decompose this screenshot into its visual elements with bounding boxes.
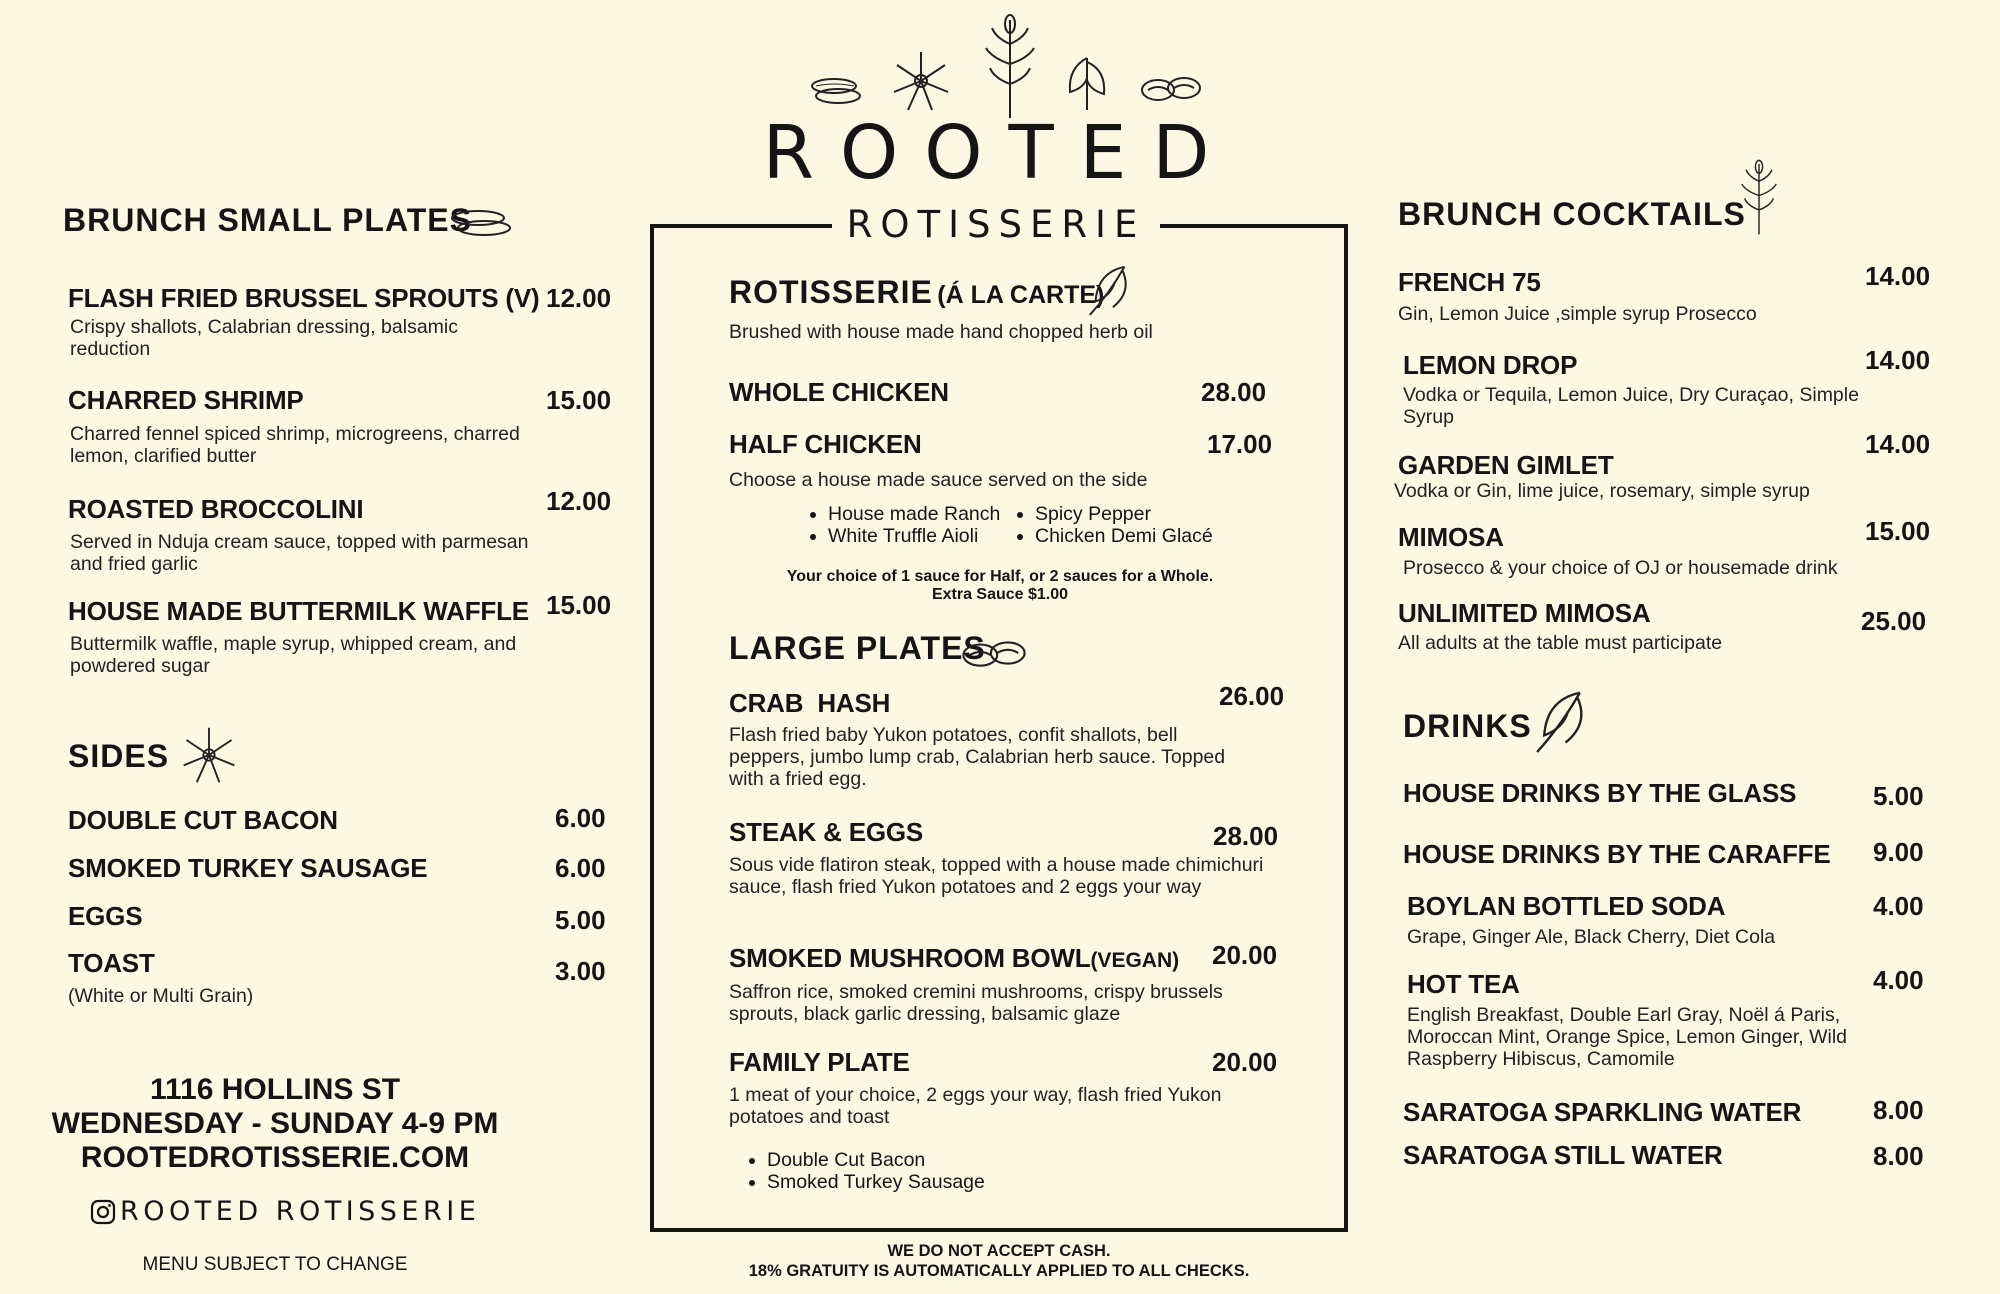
side-item-price: 6.00 (555, 803, 606, 833)
large-plate-desc: 1 meat of your choice, 2 eggs your way, flash fried Yukon potatoes and toast (729, 1084, 1222, 1128)
drink-name: SARATOGA STILL WATER (1403, 1140, 1723, 1170)
large-plate-name-note: (VEGAN) (1090, 949, 1180, 972)
rotisserie-item-price: 28.00 (1201, 377, 1267, 407)
menu-item-desc: Crispy shallots, Calabrian dressing, balsamic reduction (70, 316, 458, 360)
cocktail-desc: All adults at the table must participate (1398, 632, 1723, 654)
sauce-note (700, 568, 1300, 604)
drink-price: 9.00 (1873, 837, 1924, 867)
instagram-handle: ROOTED ROTISSERIE (120, 1196, 481, 1227)
cocktail-price: 14.00 (1865, 261, 1931, 291)
sauce-option: • Chicken Demi Glacé (1035, 525, 1213, 547)
menu-item-name: ROASTED BROCCOLINI (68, 494, 364, 524)
nuts-icon (957, 634, 1031, 672)
drink-name: HOUSE DRINKS BY THE GLASS (1403, 778, 1797, 808)
large-plate-desc: Flash fried baby Yukon potatoes, confit shallots, bell peppers, jumbo lump crab, Calabrian herb sauce. Topped with a fried egg. (729, 724, 1226, 790)
rotisserie-heading: ROTISSERIE (729, 274, 933, 310)
menu-item-price: 12.00 (546, 486, 612, 516)
side-item-name: DOUBLE CUT BACON (68, 805, 338, 835)
menu-item-name: CHARRED SHRIMP (68, 385, 304, 415)
side-item-price: 3.00 (555, 956, 606, 986)
small-plates-heading: BRUNCH SMALL PLATES (63, 202, 472, 238)
menu-notice: MENU SUBJECT TO CHANGE (142, 1254, 408, 1275)
sauce-list-right (1013, 503, 1213, 547)
cocktail-name: MIMOSA (1398, 522, 1504, 552)
menu-item-name: HOUSE MADE BUTTERMILK WAFFLE (68, 596, 529, 626)
sauce-list-left (806, 503, 1000, 547)
sides-heading: SIDES (68, 738, 170, 774)
large-plates-heading: LARGE PLATES (729, 630, 986, 666)
payment-notice (650, 1241, 1348, 1281)
drink-name: HOT TEA (1407, 969, 1520, 999)
cocktail-price: 15.00 (1865, 516, 1931, 546)
star-anise-icon (178, 724, 240, 786)
hours: WEDNESDAY - SUNDAY 4-9 PM (51, 1107, 499, 1140)
cocktail-price: 14.00 (1865, 429, 1931, 459)
rotisserie-heading-note: (Á LA CARTE) (937, 281, 1105, 309)
address: 1116 HOLLINS ST (149, 1073, 401, 1106)
leaf-icon (1060, 48, 1114, 110)
payment-notice-line: WE DO NOT ACCEPT CASH. (887, 1242, 1111, 1260)
drink-price: 5.00 (1873, 781, 1924, 811)
cocktail-desc: Vodka or Tequila, Lemon Juice, Dry Curaçao, Simple Syrup (1403, 384, 1859, 428)
drink-price: 8.00 (1873, 1095, 1924, 1125)
drink-desc: Grape, Ginger Ale, Black Cherry, Diet Cola (1407, 926, 1776, 948)
star-anise-icon (888, 48, 954, 114)
almond-icon (448, 206, 514, 242)
menu-item-desc: Served in Nduja cream sauce, topped with parmesan and fried garlic (70, 531, 529, 575)
sauce-intro: Choose a house made sauce served on the side (729, 469, 1148, 491)
large-plate-name-row (729, 943, 1179, 974)
large-plate-name: CRAB HASH (729, 688, 891, 718)
side-item-name: EGGS (68, 901, 143, 931)
instagram-handle-row[interactable] (90, 1196, 480, 1227)
menu-item-desc: Buttermilk waffle, maple syrup, whipped cream, and powdered sugar (70, 633, 517, 677)
large-plate-price: 26.00 (1219, 681, 1285, 711)
brand-subtitle: ROTISSERIE (832, 200, 1160, 250)
side-item-name: TOAST (68, 948, 155, 978)
large-plate-name: FAMILY PLATE (729, 1047, 910, 1077)
meat-option: • Smoked Turkey Sausage (767, 1171, 985, 1193)
cocktail-desc: Gin, Lemon Juice ,simple syrup Prosecco (1398, 303, 1757, 325)
instagram-icon (90, 1199, 116, 1225)
drink-name: SARATOGA SPARKLING WATER (1403, 1097, 1802, 1127)
side-item-name: SMOKED TURKEY SAUSAGE (68, 853, 428, 883)
large-plate-desc: Sous vide flatiron steak, topped with a house made chimichuri sauce, flash fried Yukon potatoes and 2 eggs your way (729, 854, 1264, 898)
rotisserie-heading-row (729, 274, 1104, 311)
cocktail-name: UNLIMITED MIMOSA (1398, 598, 1651, 628)
side-item-price: 5.00 (555, 905, 606, 935)
drink-price: 8.00 (1873, 1141, 1924, 1171)
menu-item-price: 15.00 (546, 590, 612, 620)
menu-item-price: 12.00 (546, 283, 612, 313)
almond-icon (808, 72, 868, 108)
rotisserie-item-price: 17.00 (1207, 429, 1273, 459)
cocktail-price: 25.00 (1861, 606, 1927, 636)
sauce-option: • White Truffle Aioli (828, 525, 1000, 547)
drink-price: 4.00 (1873, 891, 1924, 921)
sauce-note-line: Your choice of 1 sauce for Half, or 2 sauces for a Whole. (786, 568, 1214, 585)
rotisserie-subtitle: Brushed with house made hand chopped herb oil (729, 321, 1153, 343)
sauce-option: • Spicy Pepper (1035, 503, 1213, 525)
drink-price: 4.00 (1873, 965, 1924, 995)
leaf-icon (1084, 258, 1136, 320)
rotisserie-item-name: WHOLE CHICKEN (729, 377, 949, 407)
herb-sprig-icon (978, 14, 1042, 118)
sauce-option: • House made Ranch (828, 503, 1000, 525)
cocktail-price: 14.00 (1865, 345, 1931, 375)
cocktail-name: GARDEN GIMLET (1398, 450, 1614, 480)
leaf-icon (1530, 682, 1594, 758)
cocktails-heading: BRUNCH COCKTAILS (1398, 196, 1746, 232)
large-plate-desc: Saffron rice, smoked cremini mushrooms, crispy brussels sprouts, black garlic dressing, balsamic glaze (729, 981, 1223, 1025)
large-plate-price: 20.00 (1212, 1047, 1278, 1077)
menu-item-name: FLASH FRIED BRUSSEL SPROUTS (V) (68, 283, 540, 313)
cocktail-desc: Prosecco & your choice of OJ or housemade drink (1403, 557, 1838, 579)
cocktail-name: FRENCH 75 (1398, 267, 1541, 297)
info-block (40, 1073, 510, 1175)
payment-notice-line: 18% GRATUITY IS AUTOMATICALLY APPLIED TO ALL CHECKS. (748, 1262, 1250, 1280)
cocktail-desc: Vodka or Gin, lime juice, rosemary, simple syrup (1394, 480, 1810, 502)
brand-title: ROOTED (762, 110, 1236, 196)
large-plate-price: 20.00 (1212, 940, 1278, 970)
cocktail-name: LEMON DROP (1403, 350, 1578, 380)
drink-name: HOUSE DRINKS BY THE CARAFFE (1403, 839, 1831, 869)
large-plate-name: SMOKED MUSHROOM BOWL (729, 943, 1091, 973)
menu-item-desc: Charred fennel spiced shrimp, microgreens, charred lemon, clarified butter (70, 423, 520, 467)
sauce-note-line: Extra Sauce $1.00 (931, 586, 1069, 603)
large-plate-price: 28.00 (1213, 821, 1279, 851)
family-plate-options (745, 1149, 985, 1193)
rotisserie-item-name: HALF CHICKEN (729, 429, 922, 459)
side-item-price: 6.00 (555, 853, 606, 883)
herb-sprig-icon (1736, 152, 1782, 242)
drink-desc: English Breakfast, Double Earl Gray, Noël á Paris, Moroccan Mint, Orange Spice, Lemon Ginger, Wild Raspberry Hibiscus, Camomile (1407, 1004, 1848, 1070)
side-item-desc: (White or Multi Grain) (68, 985, 254, 1007)
drinks-heading: DRINKS (1403, 708, 1532, 744)
meat-option: • Double Cut Bacon (767, 1149, 985, 1171)
nuts-icon (1138, 70, 1204, 106)
drink-name: BOYLAN BOTTLED SODA (1407, 891, 1726, 921)
large-plate-name: STEAK & EGGS (729, 817, 924, 847)
website[interactable]: ROOTEDROTISSERIE.COM (80, 1141, 470, 1174)
menu-item-price: 15.00 (546, 385, 612, 415)
